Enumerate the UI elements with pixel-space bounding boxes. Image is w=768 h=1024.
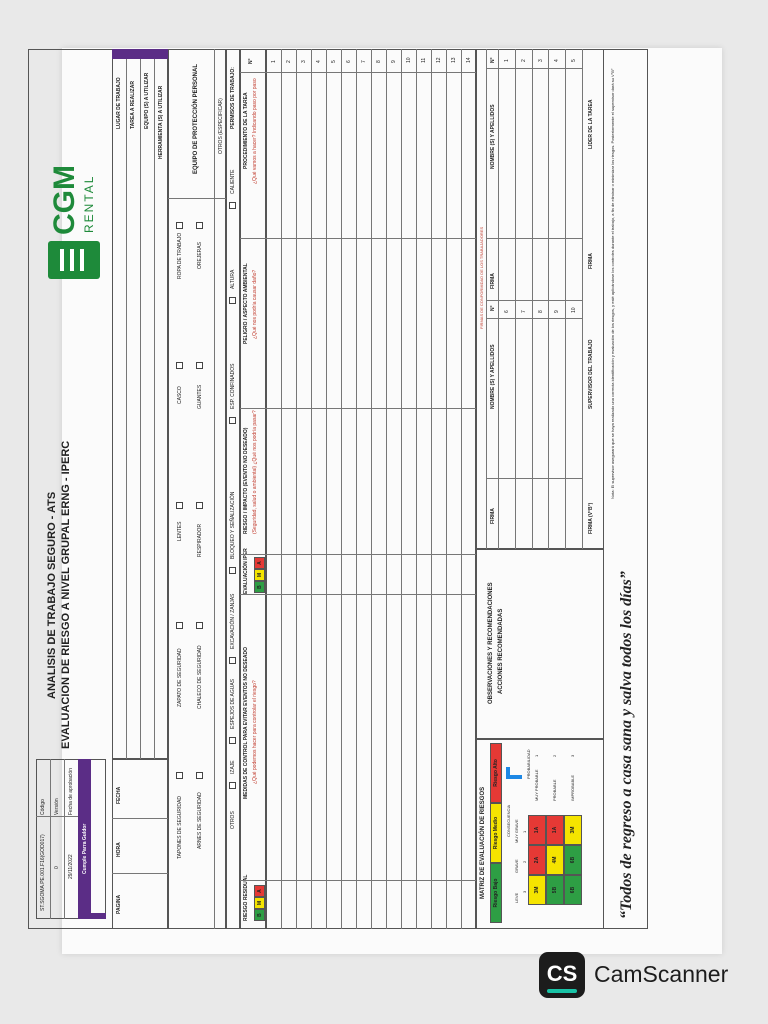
matriz-sev-col: GRAVE — [514, 859, 519, 873]
matriz-probabilidad: PROBABILIDAD — [526, 749, 531, 779]
epp-guantes-label: GUANTES — [197, 384, 203, 409]
table-row-number: 13 — [451, 57, 457, 63]
permiso-excavacion-label: EXCAVACIÓN / ZANJAS — [230, 593, 236, 649]
eval-m: M — [254, 569, 265, 581]
company-name: Cumple Parra Guldor — [82, 823, 88, 874]
epp-casco-label: CASCO — [177, 386, 183, 404]
epp-zapato-label: ZAPATO DE SEGURIDAD — [177, 648, 183, 707]
firma-left-number: 4 — [554, 59, 561, 62]
matrix-cell: 1A — [546, 815, 564, 845]
epp-lentes-checkbox[interactable] — [176, 502, 183, 509]
epp-orejeras-checkbox[interactable] — [196, 222, 203, 229]
permiso-caliente-checkbox[interactable] — [229, 202, 236, 209]
matrix-cell: 4M — [546, 845, 564, 875]
table-row-number: 9 — [391, 60, 397, 63]
firma-row-divider — [532, 49, 533, 549]
epp-respirador-label: RESPIRADOR — [197, 523, 203, 557]
logo-text: CGM — [48, 165, 81, 235]
permiso-bloqueo-checkbox[interactable] — [229, 567, 236, 574]
residual-b: B — [254, 909, 265, 921]
permiso-espejos-label: ESPEJOS DE AGUAS — [230, 678, 236, 729]
firma-row-divider — [548, 49, 549, 549]
camscanner-name: CamScanner — [594, 961, 729, 987]
observaciones-subtitle: ACCIONES RECOMENDADAS — [498, 608, 504, 694]
permisos-label: PERMISOS DE TRABAJO: — [230, 67, 236, 129]
epp-chaleco-checkbox[interactable] — [196, 622, 203, 629]
table-row-divider — [356, 49, 357, 929]
col-peligro: PELIGRO / ASPECTO AMBIENTAL — [243, 263, 249, 344]
col-peligro-sub: ¿Qué nos podría causar daño? — [252, 269, 258, 339]
matriz-prob-num: 2 — [552, 754, 557, 757]
table-row-number: 14 — [466, 57, 472, 63]
firma-right-number: 7 — [520, 310, 527, 313]
fecha-label: FECHA — [116, 786, 122, 804]
matriz-sev-num: 1 — [522, 830, 527, 833]
firmas-firma-right: FIRMA — [490, 508, 496, 524]
permiso-altura-label: ALTURA — [230, 269, 236, 289]
table-row-number: 7 — [361, 60, 367, 63]
codigo-label: Código — [40, 799, 46, 815]
table-row-divider — [326, 49, 327, 929]
col-riesgo-sub: (Seguridad, salud o ambiental) ¿Qué nos podría pasar? — [252, 410, 258, 534]
logo-subtext: RENTAL — [82, 174, 96, 233]
matrix-cell: 3M — [528, 875, 546, 905]
epp-arnes-checkbox[interactable] — [196, 772, 203, 779]
firmas-nombre-left: NOMBRE (S) Y APELLIDOS — [490, 104, 496, 169]
firma-left-number: 3 — [537, 59, 544, 62]
col-procedimiento: PROCEDIMIENTO DE LA TAREA — [243, 92, 249, 169]
eval-a: A — [254, 557, 265, 569]
matriz-title: MATRIZ DE EVALUACIÓN DE RIESGOS — [480, 786, 486, 899]
nota-text: Nota: El supervisor asegurará que se haya realizado una correcta identificación y evaluación de los riesgos, y esté aplicándose los controles durante el trabajo, a fin de eliminar o minimizar los riesgos. Posteriormente el supervisor dará su V°B° — [610, 68, 615, 499]
table-row-number: 6 — [346, 60, 352, 63]
matriz-prob-num: 3 — [570, 754, 575, 757]
permiso-izaje-label: IZAJE — [230, 760, 236, 774]
col-medidas-sub: ¿Qué podemos hacer para controlar el riesgo? — [252, 680, 258, 784]
table-row-divider — [281, 49, 282, 929]
epp-orejeras-label: OREJERAS — [197, 242, 203, 269]
table-row-number: 3 — [301, 60, 307, 63]
table-row-number: 8 — [376, 60, 382, 63]
table-row-number: 4 — [316, 60, 322, 63]
eval-b: B — [254, 581, 265, 593]
matrix-cell: 3M — [564, 815, 582, 845]
firmas-n-right: N° — [490, 305, 496, 311]
epp-ropa-label: ROPA DE TRABAJO — [177, 232, 183, 279]
version-value: 0 — [54, 866, 60, 869]
epp-casco-checkbox[interactable] — [176, 362, 183, 369]
firma-left-number: 5 — [571, 59, 578, 62]
permiso-espejos-checkbox[interactable] — [229, 737, 236, 744]
matrix-cell: 6B — [564, 845, 582, 875]
info-herramienta: HERRAMIENTA (S) A UTILIZAR — [158, 85, 164, 159]
epp-zapato-checkbox[interactable] — [176, 622, 183, 629]
lider-firma-label: FIRMA — [588, 253, 594, 269]
arrow-icon — [506, 767, 522, 779]
camscanner-badge: CS — [546, 961, 578, 986]
lider-label: LIDER DE LA TAREA — [588, 99, 594, 149]
table-row-number: 10 — [406, 57, 412, 63]
table-row-number: 12 — [436, 57, 442, 63]
epp-guantes-checkbox[interactable] — [196, 362, 203, 369]
info-tarea: TAREA A REALIZAR — [130, 81, 136, 129]
info-equipo: EQUIPO (S) A UTILIZAR — [144, 72, 150, 129]
ats-form — [28, 49, 648, 929]
firma-row-divider — [565, 49, 566, 549]
table-row-divider — [431, 49, 432, 929]
matriz-prob-row: MUY PROBABLE — [534, 769, 539, 801]
epp-tapones-checkbox[interactable] — [176, 772, 183, 779]
matriz-prob-num: 1 — [534, 754, 539, 757]
firma-right-number: 9 — [554, 310, 561, 313]
matrix-cell: 6B — [564, 875, 582, 905]
epp-chaleco-label: CHALECO DE SEGURIDAD — [197, 645, 203, 709]
col-procedimiento-sub: ¿Qué vamos a hacer? Indicando paso por paso — [252, 78, 258, 184]
matriz-sev-num: 2 — [522, 860, 527, 863]
fecha-aprobacion-value: 29/11/2022 — [68, 854, 74, 879]
form-title: ANALISIS DE TRABAJO SEGURO - ATS — [46, 491, 58, 699]
epp-ropa-checkbox[interactable] — [176, 222, 183, 229]
info-accent — [112, 49, 168, 59]
matrix-cell: 1A — [528, 815, 546, 845]
matriz-prob-row: PROBABLE — [552, 779, 557, 801]
col-evaluacion: EVALUACIÓN IPER — [243, 548, 249, 594]
firma-right-number: 6 — [504, 310, 510, 313]
firma-left-number: 1 — [504, 59, 510, 62]
table-row-divider — [461, 49, 462, 929]
matriz-sev-col: LEVE — [514, 892, 519, 903]
legend-alto: Riesgo Alto — [490, 743, 502, 803]
table-row-divider — [296, 49, 297, 929]
col-n: N° — [248, 58, 254, 64]
matriz-consecuencia: CONSECUENCIA — [506, 804, 511, 837]
permiso-bloqueo-label: BLOQUEO Y SEÑALIZACIÓN — [230, 491, 236, 559]
firma-left-number: 2 — [520, 59, 527, 62]
table-row-number: 2 — [286, 60, 292, 63]
table-row-divider — [416, 49, 417, 929]
matriz-sev-num: 3 — [522, 890, 527, 893]
table-row-divider — [386, 49, 387, 929]
table-row-number: 11 — [421, 57, 427, 63]
residual-m: M — [254, 897, 265, 909]
info-lugar: LUGAR DE TRABAJO — [116, 77, 122, 129]
matriz-prob-row: IMPROBABLE — [570, 774, 575, 801]
firmas-conformidad: FIRMAS DE CONFORMIDAD DE LOS TRABAJADORES — [479, 226, 484, 329]
permiso-izaje-checkbox[interactable] — [229, 782, 236, 789]
firmas-nombre-right: NOMBRE (S) Y APELLIDOS — [490, 344, 496, 409]
firma-row-divider — [515, 49, 516, 549]
permiso-altura-checkbox[interactable] — [229, 297, 236, 304]
permiso-otros-label: OTROS — [230, 811, 236, 829]
epp-otros-label: OTROS (ESPECIFICAR) — [218, 98, 224, 154]
table-row-divider — [446, 49, 447, 929]
firma-right-number: 8 — [537, 310, 544, 313]
col-residual: RIESGO RESIDUAL — [243, 874, 249, 921]
table-row-number: 5 — [331, 60, 337, 63]
form-subtitle: EVALUACION DE RIESGO A NIVEL GRUPAL ERNG - IPERC — [60, 440, 72, 749]
matrix-cell: 2A — [528, 845, 546, 875]
permiso-excavacion-checkbox[interactable] — [229, 657, 236, 664]
table-row-divider — [311, 49, 312, 929]
table-row-divider — [341, 49, 342, 929]
epp-respirador-checkbox[interactable] — [196, 502, 203, 509]
slogan: “Todos de regreso a casa sana y salva todos los días” — [618, 571, 635, 919]
camscanner-logo-icon — [539, 952, 585, 998]
company-logo — [42, 59, 112, 279]
pagina-label: PAGINA — [116, 894, 122, 914]
col-riesgo: RIESGO / IMPACTO (EVENTO NO DESEADO) — [243, 427, 249, 534]
logo-mark-icon — [48, 241, 100, 279]
supervisor-firma-label: FIRMA (V°B°) — [588, 502, 594, 534]
legend-medio: Riesgo Medio — [490, 803, 502, 863]
permiso-confinados-label: ESP. CONFINADOS — [230, 363, 236, 409]
epp-lentes-label: LENTES — [177, 521, 183, 541]
matriz-sev-col: MUY GRAVE — [514, 819, 519, 843]
permiso-confinados-checkbox[interactable] — [229, 417, 236, 424]
table-row-divider — [371, 49, 372, 929]
permiso-caliente-label: CALIENTE — [230, 169, 236, 194]
firma-right-number: 10 — [571, 307, 578, 313]
observaciones-box — [476, 549, 604, 739]
epp-tapones-label: TAPONES DE SEGURIDAD — [177, 796, 183, 859]
col-medidas: MEDIDAS DE CONTROL PARA EVITAR EVENTOS NO DESEADO — [243, 647, 249, 799]
firmas-firma-left: FIRMA — [490, 273, 496, 289]
hora-label: HORA — [116, 842, 122, 857]
matrix-cell: 5B — [546, 875, 564, 905]
table-row-divider — [401, 49, 402, 929]
observaciones-title: OBSERVACIONES Y RECOMENDACIONES — [488, 582, 494, 704]
fecha-aprobacion-label: Fecha de aprobación — [68, 768, 74, 815]
legend-bajo: Riesgo Bajo — [490, 863, 502, 923]
firmas-n-left: N° — [490, 57, 496, 63]
supervisor-label: SUPERVISOR DEL TRABAJO — [588, 339, 594, 409]
table-row-number: 1 — [271, 60, 277, 63]
residual-a: A — [254, 885, 265, 897]
codigo-value: ST.SGOMA.PE.001.F16(GOD017) — [40, 834, 46, 911]
version-label: Versión — [54, 798, 60, 815]
epp-arnes-label: ARNES DE SEGURIDAD — [197, 792, 203, 849]
epp-label: EQUIPO DE PROTECCIÓN PERSONAL — [193, 63, 199, 174]
